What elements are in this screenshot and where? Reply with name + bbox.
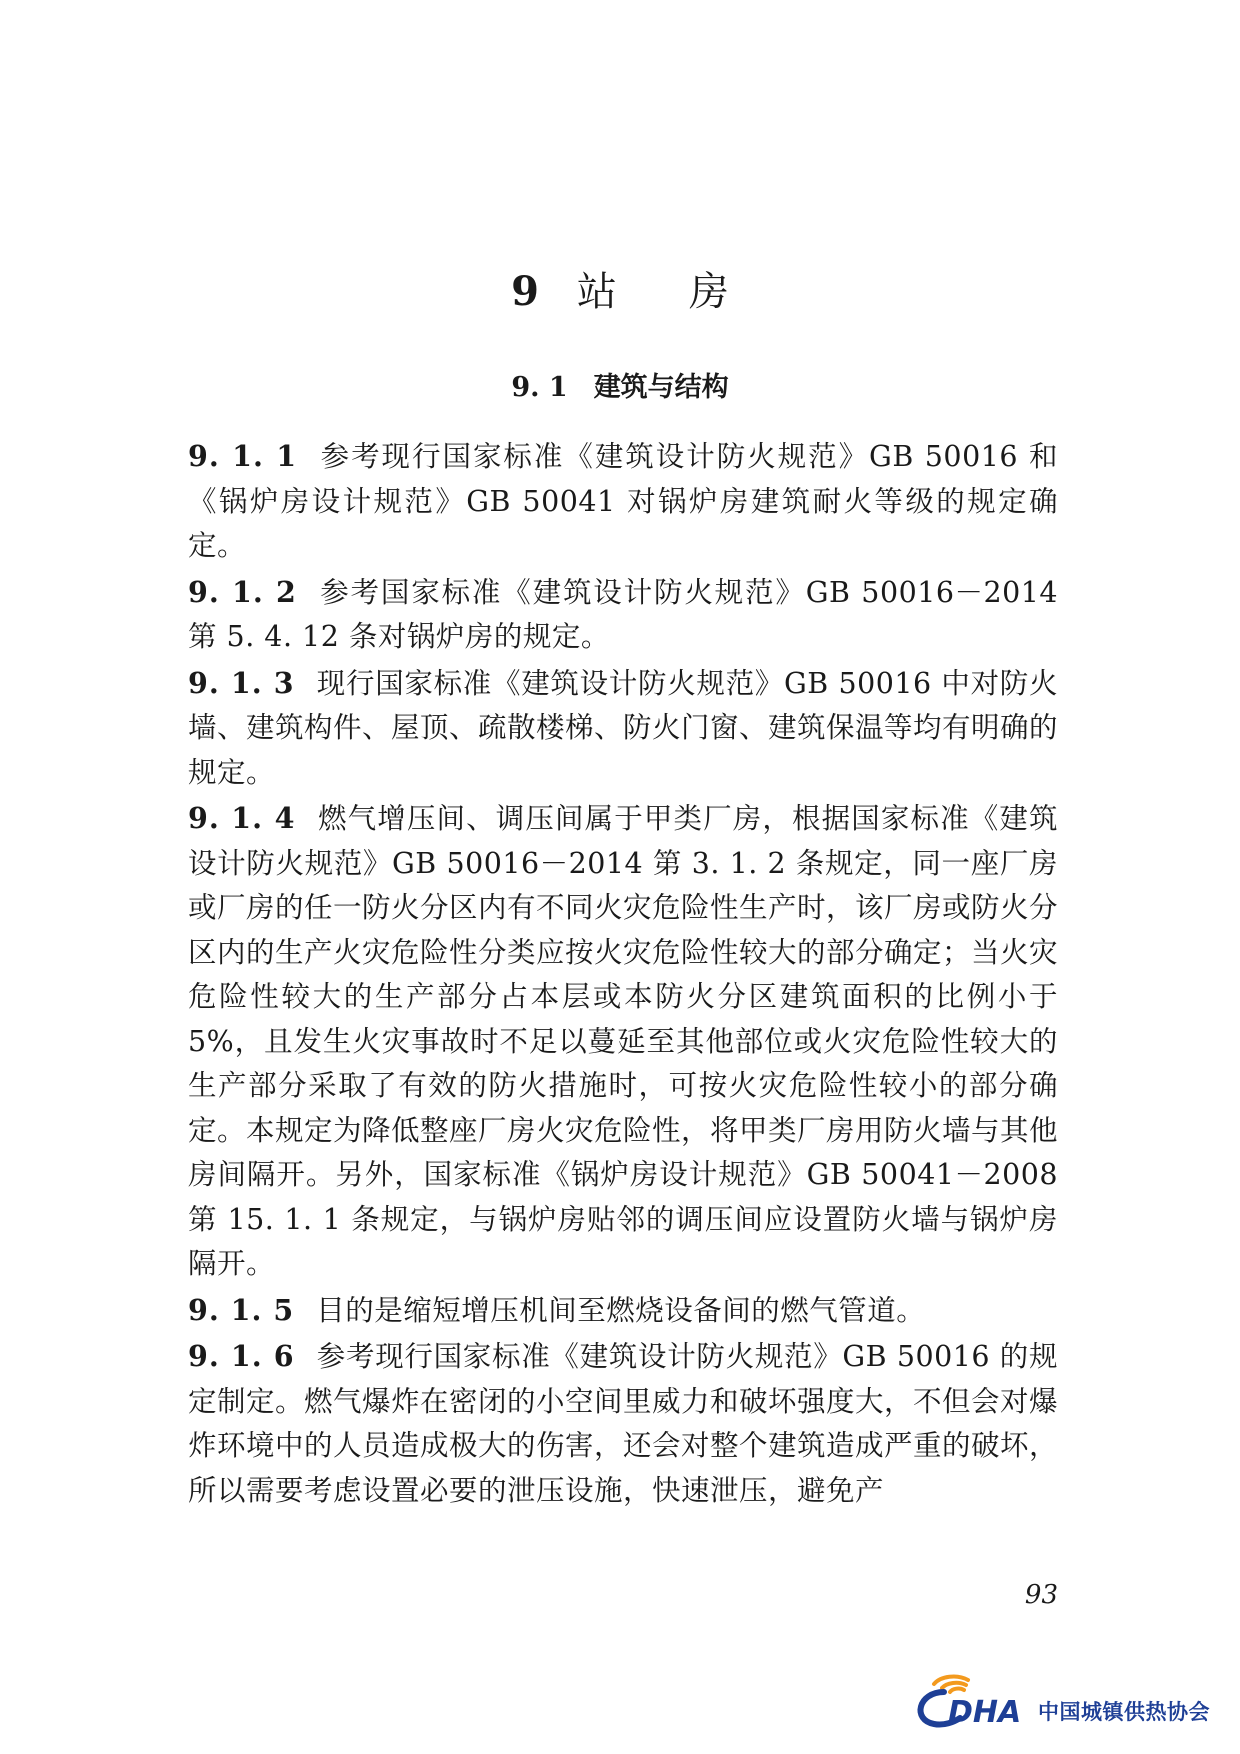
chapter-title-part2: 房 — [688, 269, 729, 315]
section-title-text: 建筑与结构 — [593, 372, 729, 403]
page-number: 93 — [1024, 1580, 1058, 1610]
organization-name: 中国城镇供热协会 — [1038, 1700, 1210, 1724]
clause-9-1-5 — [188, 1288, 1058, 1334]
footer-logo — [904, 1662, 1224, 1732]
clause-text: 参考现行国家标准《建筑设计防火规范》GB 50016 的规定制定。燃气爆炸在密闭的小空间里威力和破坏强度大，不但会对爆炸环境中的人员造成极大的伤害，还会对整个建筑造成严重的破坏，所以需要考虑设置必要的泄压设施，快速泄压，避免产 — [188, 1340, 1059, 1507]
clause-number: 9. 1. 1 — [188, 439, 298, 473]
clause-9-1-2 — [188, 570, 1058, 660]
clause-text: 燃气增压间、调压间属于甲类厂房，根据国家标准《建筑设计防火规范》GB 50016－2014 第 3. 1. 2 条规定，同一座厂房或厂房的任一防火分区内有不同火灾危险性生产时，该厂房或防火分区内的生产火灾危险性分类应按火灾危险性较大的部分确定；当火灾危险性较大的生产部分占本层或本防火分区建筑面积的比例小于 5%，且发生火灾事故时不足以蔓延至其他部位或火灾危险性较大的生产部分采取了有效的防火措施时，可按火灾危险性较小的部分确定。本规定为降低整座厂房火灾危险性，将甲类厂房用防火墙与其他房间隔开。另外，国家标准《锅炉房设计规范》GB 50041－2008 第 15. 1. 1 条规定，与锅炉房贴邻的调压间应设置防火墙与锅炉房隔开。 — [188, 802, 1059, 1280]
clause-9-1-6 — [188, 1334, 1058, 1513]
clause-number: 9. 1. 3 — [188, 665, 295, 700]
dha-logo-icon — [904, 1662, 1034, 1732]
chapter-number: 9 — [511, 268, 539, 315]
chapter-title-part1: 站 — [576, 269, 617, 315]
clause-text: 参考现行国家标准《建筑设计防火规范》GB 50016 和《锅炉房设计规范》GB 50041 对锅炉房建筑耐火等级的规定确定。 — [188, 440, 1058, 562]
chapter-title — [0, 262, 1240, 322]
clause-text: 目的是缩短增压机间至燃烧设备间的燃气管道。 — [316, 1293, 926, 1327]
section-title — [0, 368, 1240, 408]
clause-number: 9. 1. 4 — [188, 801, 296, 835]
logo-text: DHA — [948, 1695, 1022, 1730]
clause-text: 参考国家标准《建筑设计防火规范》GB 50016－2014 第 5. 4. 12 条对锅炉房的规定。 — [188, 575, 1058, 653]
section-number: 9. 1 — [511, 372, 568, 403]
clause-9-1-1 — [188, 434, 1058, 569]
clause-9-1-4 — [188, 796, 1058, 1287]
clause-text: 现行国家标准《建筑设计防火规范》GB 50016 中对防火墙、建筑构件、屋顶、疏散楼梯、防火门窗、建筑保温等均有明确的规定。 — [188, 666, 1059, 789]
clause-9-1-3 — [188, 661, 1058, 796]
clause-number: 9. 1. 6 — [188, 1339, 295, 1373]
clause-number: 9. 1. 2 — [188, 574, 297, 609]
clause-list — [188, 434, 1058, 1514]
clause-number: 9. 1. 5 — [188, 1292, 295, 1327]
